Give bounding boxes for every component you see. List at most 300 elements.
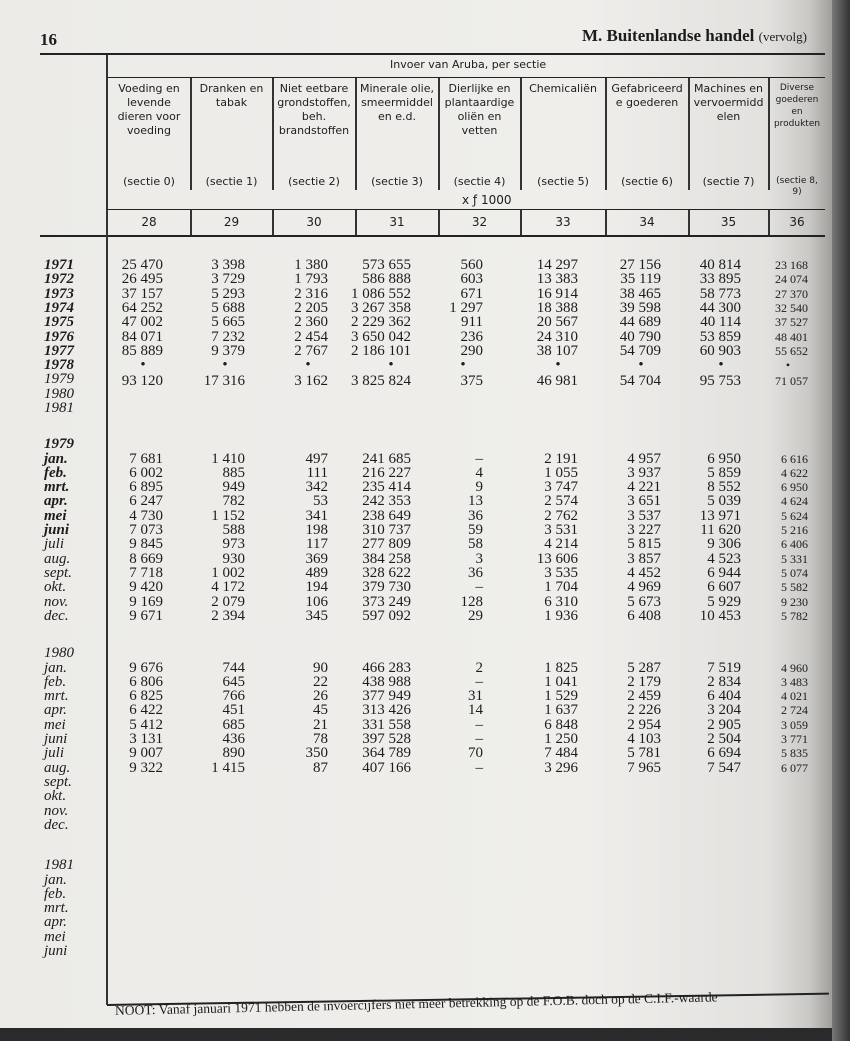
table-cell: 328 622 xyxy=(362,564,411,581)
table-cell: 6 694 xyxy=(707,745,741,762)
row-label: sept. xyxy=(44,773,72,790)
table-cell: 2 459 xyxy=(627,688,661,705)
table-cell: 6 616 xyxy=(781,451,808,466)
row-label: 1976 xyxy=(44,328,74,345)
table-cell: 194 xyxy=(305,579,328,596)
table-cell: 4 624 xyxy=(781,494,808,509)
table-cell: 603 xyxy=(460,271,483,288)
stub-divider xyxy=(106,55,108,1005)
row-label: 1974 xyxy=(44,299,74,316)
table-cell: 11 620 xyxy=(700,522,741,538)
table-unit: x ƒ 1000 xyxy=(462,193,512,207)
table-cell: 4 622 xyxy=(781,465,808,480)
table-cell: • xyxy=(305,357,311,374)
table-cell: 7 718 xyxy=(129,564,163,581)
table-cell: 60 903 xyxy=(699,342,741,359)
table-cell: 44 300 xyxy=(699,299,741,316)
table-cell: 407 166 xyxy=(362,759,411,776)
table-cell: 3 483 xyxy=(781,674,808,689)
table-cell: 198 xyxy=(305,522,328,538)
table-cell: 2 767 xyxy=(294,342,328,359)
table-cell: 6 406 xyxy=(781,537,808,552)
table-cell: 4 730 xyxy=(129,507,163,524)
table-cell: 6 310 xyxy=(544,593,578,610)
table-cell: 3 771 xyxy=(781,732,808,746)
column-sectie: (sectie 7) xyxy=(702,175,755,188)
table-cell: 2 079 xyxy=(211,593,245,610)
column-number-rule xyxy=(40,235,825,237)
table-cell: 6 806 xyxy=(129,673,163,690)
column-header: Machines en vervoermiddelen xyxy=(693,82,764,123)
table-cell: 13 383 xyxy=(536,271,578,288)
table-cell: 1 297 xyxy=(449,299,483,316)
table-cell: 342 xyxy=(305,479,328,496)
table-cell: 671 xyxy=(460,285,483,302)
column-divider xyxy=(768,78,770,190)
row-label: okt. xyxy=(44,788,67,805)
table-cell: 3 131 xyxy=(129,731,163,747)
table-cell: 5 293 xyxy=(211,285,245,302)
table-cell: 6 950 xyxy=(781,480,808,495)
row-label: 1971 xyxy=(44,257,74,273)
table-cell: 31 xyxy=(468,688,483,705)
table-cell: 236 xyxy=(460,328,483,345)
table-cell: 2 905 xyxy=(707,716,741,733)
table-cell: 241 685 xyxy=(362,450,411,467)
table-cell: 364 789 xyxy=(362,745,411,762)
table-cell: 2 834 xyxy=(707,673,741,690)
table-cell: 379 730 xyxy=(362,579,411,596)
column-sectie: (sectie 6) xyxy=(621,175,673,188)
row-label: jan. xyxy=(44,450,68,467)
table-cell: 1 410 xyxy=(211,450,245,467)
table-cell: 27 156 xyxy=(619,257,661,273)
page-title-text: M. Buitenlandse handel xyxy=(581,26,755,45)
table-cell: 29 xyxy=(468,607,483,624)
table-cell: 4 452 xyxy=(627,564,661,581)
table-cell: 588 xyxy=(222,522,245,538)
row-label: juli xyxy=(44,536,65,553)
table-cell: 5 815 xyxy=(627,536,661,553)
table-cell: 685 xyxy=(222,716,245,733)
table-cell: 3 651 xyxy=(627,493,661,510)
table-cell: 497 xyxy=(305,450,328,467)
table-cell: 9 671 xyxy=(129,607,163,624)
table-cell: 6 408 xyxy=(627,607,661,624)
table-cell: 5 412 xyxy=(129,716,163,733)
row-label: dec. xyxy=(44,607,69,624)
column-header: Niet eetbare grondstoffen, beh. brandstoffen xyxy=(277,82,351,137)
table-cell: 2 762 xyxy=(544,507,578,524)
row-label: 1975 xyxy=(44,314,74,331)
table-cell: 10 453 xyxy=(699,607,741,624)
column-divider xyxy=(438,78,440,190)
page-title xyxy=(582,26,807,46)
table-cell: 45 xyxy=(313,702,328,719)
footnote: NOOT: Vanaf januari 1971 hebben de invoercijfers niet meer betrekking op de F.O.B. doch op de C.I.F.-waarde xyxy=(114,989,718,1018)
table-cell: 5 331 xyxy=(781,551,808,566)
table-cell: • xyxy=(638,357,644,374)
table-cell: 573 655 xyxy=(362,257,411,273)
table-cell: 85 889 xyxy=(121,342,163,359)
table-cell: 32 540 xyxy=(775,300,808,315)
row-label: mrt. xyxy=(44,479,70,496)
table-cell: 2 724 xyxy=(781,703,808,718)
table-cell: 4 214 xyxy=(544,536,578,553)
table-cell: 9 379 xyxy=(211,342,245,359)
table-cell: 2 205 xyxy=(294,299,328,316)
table-cell: 54 704 xyxy=(619,373,661,390)
table-cell: 782 xyxy=(222,493,245,510)
table-cell: 3 204 xyxy=(707,702,741,719)
column-divider xyxy=(355,210,357,235)
table-cell: 58 773 xyxy=(699,285,741,302)
table-cell: 1 055 xyxy=(544,464,578,481)
table-cell: 106 xyxy=(305,593,328,610)
table-cell: 5 624 xyxy=(781,508,808,523)
table-cell: 55 652 xyxy=(775,343,808,358)
table-cell: 290 xyxy=(460,342,483,359)
table-cell: 375 xyxy=(460,373,483,390)
table-cell: 9 169 xyxy=(129,593,163,610)
table-cell: 21 xyxy=(313,716,328,733)
row-label: mei xyxy=(44,507,67,524)
page-number: 16 xyxy=(40,30,57,49)
table-cell: 2 xyxy=(475,659,483,676)
column-sectie: (sectie 8, 9) xyxy=(776,176,818,197)
page-binding-edge xyxy=(832,0,850,1041)
table-cell: 1 793 xyxy=(294,271,328,288)
table-cell: 17 316 xyxy=(203,373,245,390)
table-cell: 64 252 xyxy=(121,299,163,316)
table-cell: 373 249 xyxy=(362,593,411,610)
table-cell: 331 558 xyxy=(362,716,411,733)
table-cell: 87 xyxy=(313,759,328,776)
table-cell: 369 xyxy=(305,550,328,567)
column-header: Gefabriceerde goederen xyxy=(611,82,683,109)
table-cell: 930 xyxy=(222,550,245,567)
column-header: Diverse goederen en produkten xyxy=(773,83,821,129)
table-cell: 20 567 xyxy=(536,314,578,331)
table-cell: 2 360 xyxy=(294,314,328,331)
table-cell: 6 404 xyxy=(707,688,741,705)
table-cell: 597 092 xyxy=(362,607,411,624)
row-label: 1973 xyxy=(44,285,74,302)
column-divider xyxy=(688,78,690,190)
table-cell: 5 673 xyxy=(627,593,661,610)
table-cell: 1 704 xyxy=(544,579,578,596)
table-cell: 4 969 xyxy=(627,579,661,596)
row-label: 1979 xyxy=(44,371,74,388)
table-cell: 911 xyxy=(461,314,483,331)
table-cell: 9 xyxy=(475,479,483,496)
table-cell: 6 247 xyxy=(129,493,163,510)
table-cell: 466 283 xyxy=(362,659,411,676)
table-cell: 117 xyxy=(306,536,328,553)
table-cell: 5 216 xyxy=(781,523,808,537)
table-cell: 744 xyxy=(222,659,245,676)
table-cell: 1 825 xyxy=(544,659,578,676)
table-cell: 5 074 xyxy=(781,565,808,580)
block-year-heading: 1980 xyxy=(44,645,74,661)
column-sectie: (sectie 3) xyxy=(371,175,423,188)
table-cell: 13 606 xyxy=(536,550,578,567)
table-cell: 54 709 xyxy=(619,342,661,359)
table-cell: 8 669 xyxy=(129,550,163,567)
table-cell: 436 xyxy=(222,731,245,747)
row-label: jan. xyxy=(44,871,67,888)
page-title-suffix: (vervolg) xyxy=(758,29,807,44)
table-cell: 2 504 xyxy=(707,731,741,747)
column-header: Chemicaliën xyxy=(529,82,597,95)
table-cell: 9 420 xyxy=(129,579,163,596)
row-label: juni xyxy=(44,943,68,959)
table-cell: 1 250 xyxy=(544,731,578,747)
table-cell: 345 xyxy=(305,607,328,624)
table-cell: 2 191 xyxy=(544,450,578,467)
table-cell: 27 370 xyxy=(775,286,808,301)
table-cell: 9 007 xyxy=(129,745,163,762)
table-cell: 37 157 xyxy=(121,285,163,302)
column-number: 29 xyxy=(223,215,240,229)
column-divider xyxy=(520,210,522,235)
row-label: juni xyxy=(44,731,68,747)
table-cell: 5 859 xyxy=(707,464,741,481)
table-cell: 277 809 xyxy=(362,536,411,553)
table-cell: 9 845 xyxy=(129,536,163,553)
table-cell: 90 xyxy=(313,659,328,676)
table-cell: 1 380 xyxy=(294,257,328,273)
table-cell: 1 152 xyxy=(211,507,245,524)
table-cell: 38 107 xyxy=(536,342,578,359)
row-label: 1980 xyxy=(44,385,74,402)
table-cell: 885 xyxy=(222,464,245,481)
table-cell: 6 002 xyxy=(129,464,163,481)
column-divider xyxy=(520,78,522,190)
table-cell: 7 073 xyxy=(129,522,163,538)
table-cell: 949 xyxy=(222,479,245,496)
table-cell: 22 xyxy=(313,673,328,690)
table-cell: – xyxy=(475,579,483,596)
table-cell: 4 xyxy=(475,464,483,481)
table-cell: 6 848 xyxy=(544,716,578,733)
table-cell: 70 xyxy=(468,745,483,762)
table-cell: 7 965 xyxy=(627,759,661,776)
table-cell: 78 xyxy=(313,731,328,747)
table-cell: 4 172 xyxy=(211,579,245,596)
column-divider xyxy=(768,210,770,235)
column-number: 31 xyxy=(389,215,405,229)
table-cell: 1 086 552 xyxy=(351,285,411,302)
table-cell: 3 729 xyxy=(211,271,245,288)
table-cell: – xyxy=(475,450,483,467)
row-label: feb. xyxy=(44,673,67,690)
table-cell: 2 316 xyxy=(294,285,328,302)
row-label: mrt. xyxy=(44,900,69,917)
table-cell: 6 950 xyxy=(707,450,741,467)
table-cell: 5 782 xyxy=(781,608,808,623)
table-cell: 238 649 xyxy=(362,507,411,524)
row-label: feb. xyxy=(44,885,67,902)
table-cell: 5 039 xyxy=(707,493,741,510)
table-cell: 6 077 xyxy=(781,760,808,775)
row-label: juni xyxy=(44,522,70,538)
table-cell: 586 888 xyxy=(362,271,411,288)
table-cell: 3 296 xyxy=(544,759,578,776)
table-cell: • xyxy=(718,357,724,374)
table-caption: Invoer van Aruba, per sectie xyxy=(390,58,547,71)
table-cell: • xyxy=(140,357,146,374)
table-cell: 46 981 xyxy=(536,373,578,390)
table-cell: 40 790 xyxy=(619,328,661,345)
column-header: Dierlijke en plantaardige oliën en vetten xyxy=(444,82,515,137)
table-cell: 128 xyxy=(460,593,483,610)
table-cell: • xyxy=(222,357,228,374)
column-divider xyxy=(605,78,607,190)
table-cell: 7 681 xyxy=(129,450,163,467)
table-cell: 25 470 xyxy=(121,257,163,273)
column-number: 33 xyxy=(555,215,571,229)
table-cell: 6 607 xyxy=(707,579,741,596)
table-cell: 40 114 xyxy=(700,314,741,331)
row-label: apr. xyxy=(44,702,67,719)
column-header: Minerale olie, smeermiddelen e.d. xyxy=(360,82,434,123)
row-label: okt. xyxy=(44,579,67,596)
table-cell: 93 120 xyxy=(121,373,163,390)
row-label: mei xyxy=(44,716,66,733)
table-cell: 1 041 xyxy=(544,673,578,690)
row-label: 1981 xyxy=(44,400,74,416)
table-cell: 9 322 xyxy=(129,759,163,776)
column-sectie: (sectie 4) xyxy=(453,175,506,188)
column-divider xyxy=(688,210,690,235)
table-cell: 6 422 xyxy=(129,702,163,719)
column-divider xyxy=(190,78,192,190)
table-cell: 7 484 xyxy=(544,745,578,762)
caption-rule xyxy=(107,77,825,78)
table-cell: 3 398 xyxy=(211,257,245,273)
row-label: apr. xyxy=(44,493,68,510)
table-cell: 766 xyxy=(222,688,245,705)
table-cell: 3 531 xyxy=(544,522,578,538)
table-cell: 9 306 xyxy=(707,536,741,553)
table-cell: 2 226 xyxy=(627,702,661,719)
column-divider xyxy=(272,210,274,235)
table-cell: 560 xyxy=(460,257,483,273)
table-cell: 451 xyxy=(222,702,245,719)
table-cell: 5 688 xyxy=(211,299,245,316)
table-cell: 9 676 xyxy=(129,659,163,676)
table-cell: 84 071 xyxy=(121,328,163,345)
table-cell: 4 960 xyxy=(781,660,808,675)
row-label: aug. xyxy=(44,550,71,567)
table-cell: 5 835 xyxy=(781,746,808,761)
column-divider xyxy=(190,210,192,235)
table-cell: 3 059 xyxy=(781,717,808,732)
table-cell: 973 xyxy=(222,536,245,553)
table-cell: 5 665 xyxy=(211,314,245,331)
column-number: 32 xyxy=(471,215,488,229)
table-cell: 71 057 xyxy=(775,374,808,389)
block-year-heading: 1981 xyxy=(44,857,74,873)
table-cell: 6 825 xyxy=(129,688,163,705)
table-cell: 36 xyxy=(468,564,483,581)
table-cell: 1 529 xyxy=(544,688,578,705)
row-label: 1977 xyxy=(44,342,74,359)
table-cell: 2 574 xyxy=(544,493,578,510)
table-cell: – xyxy=(475,731,483,747)
table-cell: 313 426 xyxy=(362,702,411,719)
row-label: mei xyxy=(44,928,66,945)
column-sectie: (sectie 5) xyxy=(537,175,589,188)
table-cell: 3 857 xyxy=(627,550,661,567)
table-cell: 438 988 xyxy=(362,673,411,690)
table-cell: 2 186 101 xyxy=(351,342,411,359)
table-cell: 37 527 xyxy=(775,315,808,330)
table-cell: 3 537 xyxy=(627,507,661,524)
table-cell: 44 689 xyxy=(619,314,661,331)
table-cell: 310 737 xyxy=(362,522,411,538)
table-cell: 3 825 824 xyxy=(351,373,411,390)
table-cell: 53 xyxy=(313,493,328,510)
column-divider xyxy=(438,210,440,235)
table-cell: 6 895 xyxy=(129,479,163,496)
table-cell: 2 394 xyxy=(211,607,245,624)
table-cell: 24 310 xyxy=(536,328,578,345)
table-cell: 2 454 xyxy=(294,328,328,345)
table-cell: 9 230 xyxy=(781,594,808,609)
table-cell: 5 582 xyxy=(781,580,808,595)
table-cell: 38 465 xyxy=(619,285,661,302)
block-year-heading: 1979 xyxy=(44,436,74,452)
table-cell: 3 162 xyxy=(294,373,328,390)
table-cell: • xyxy=(785,358,791,373)
table-cell: 5 287 xyxy=(627,659,661,676)
table-cell: 18 388 xyxy=(536,299,578,316)
table-cell: 377 949 xyxy=(362,688,411,705)
table-cell: 7 232 xyxy=(211,328,245,345)
column-number: 35 xyxy=(720,215,737,229)
row-label: jan. xyxy=(44,659,67,676)
table-cell: 48 401 xyxy=(775,329,808,344)
table-cell: 36 xyxy=(468,507,483,524)
table-cell: 216 227 xyxy=(362,464,411,481)
row-label: nov. xyxy=(44,802,69,819)
table-cell: 58 xyxy=(468,536,483,553)
table-top-rule xyxy=(40,53,825,55)
table-cell: 40 814 xyxy=(699,257,741,273)
table-cell: 397 528 xyxy=(362,731,411,747)
table-cell: 1 936 xyxy=(544,607,578,624)
table-cell: 4 221 xyxy=(627,479,661,496)
table-cell: 3 937 xyxy=(627,464,661,481)
table-cell: 890 xyxy=(222,745,245,762)
table-cell: 2 179 xyxy=(627,673,661,690)
row-label: dec. xyxy=(44,816,69,833)
table-cell: 4 523 xyxy=(707,550,741,567)
table-cell: – xyxy=(475,759,483,776)
table-cell: 7 547 xyxy=(707,759,741,776)
row-label: aug. xyxy=(44,759,71,776)
table-cell: 14 297 xyxy=(536,257,578,273)
table-cell: 645 xyxy=(222,673,245,690)
table-cell: 3 535 xyxy=(544,564,578,581)
table-cell: 350 xyxy=(305,745,328,762)
column-divider xyxy=(355,78,357,190)
row-label: sept. xyxy=(44,564,72,581)
column-number: 34 xyxy=(639,215,655,229)
column-sectie: (sectie 0) xyxy=(123,175,175,188)
